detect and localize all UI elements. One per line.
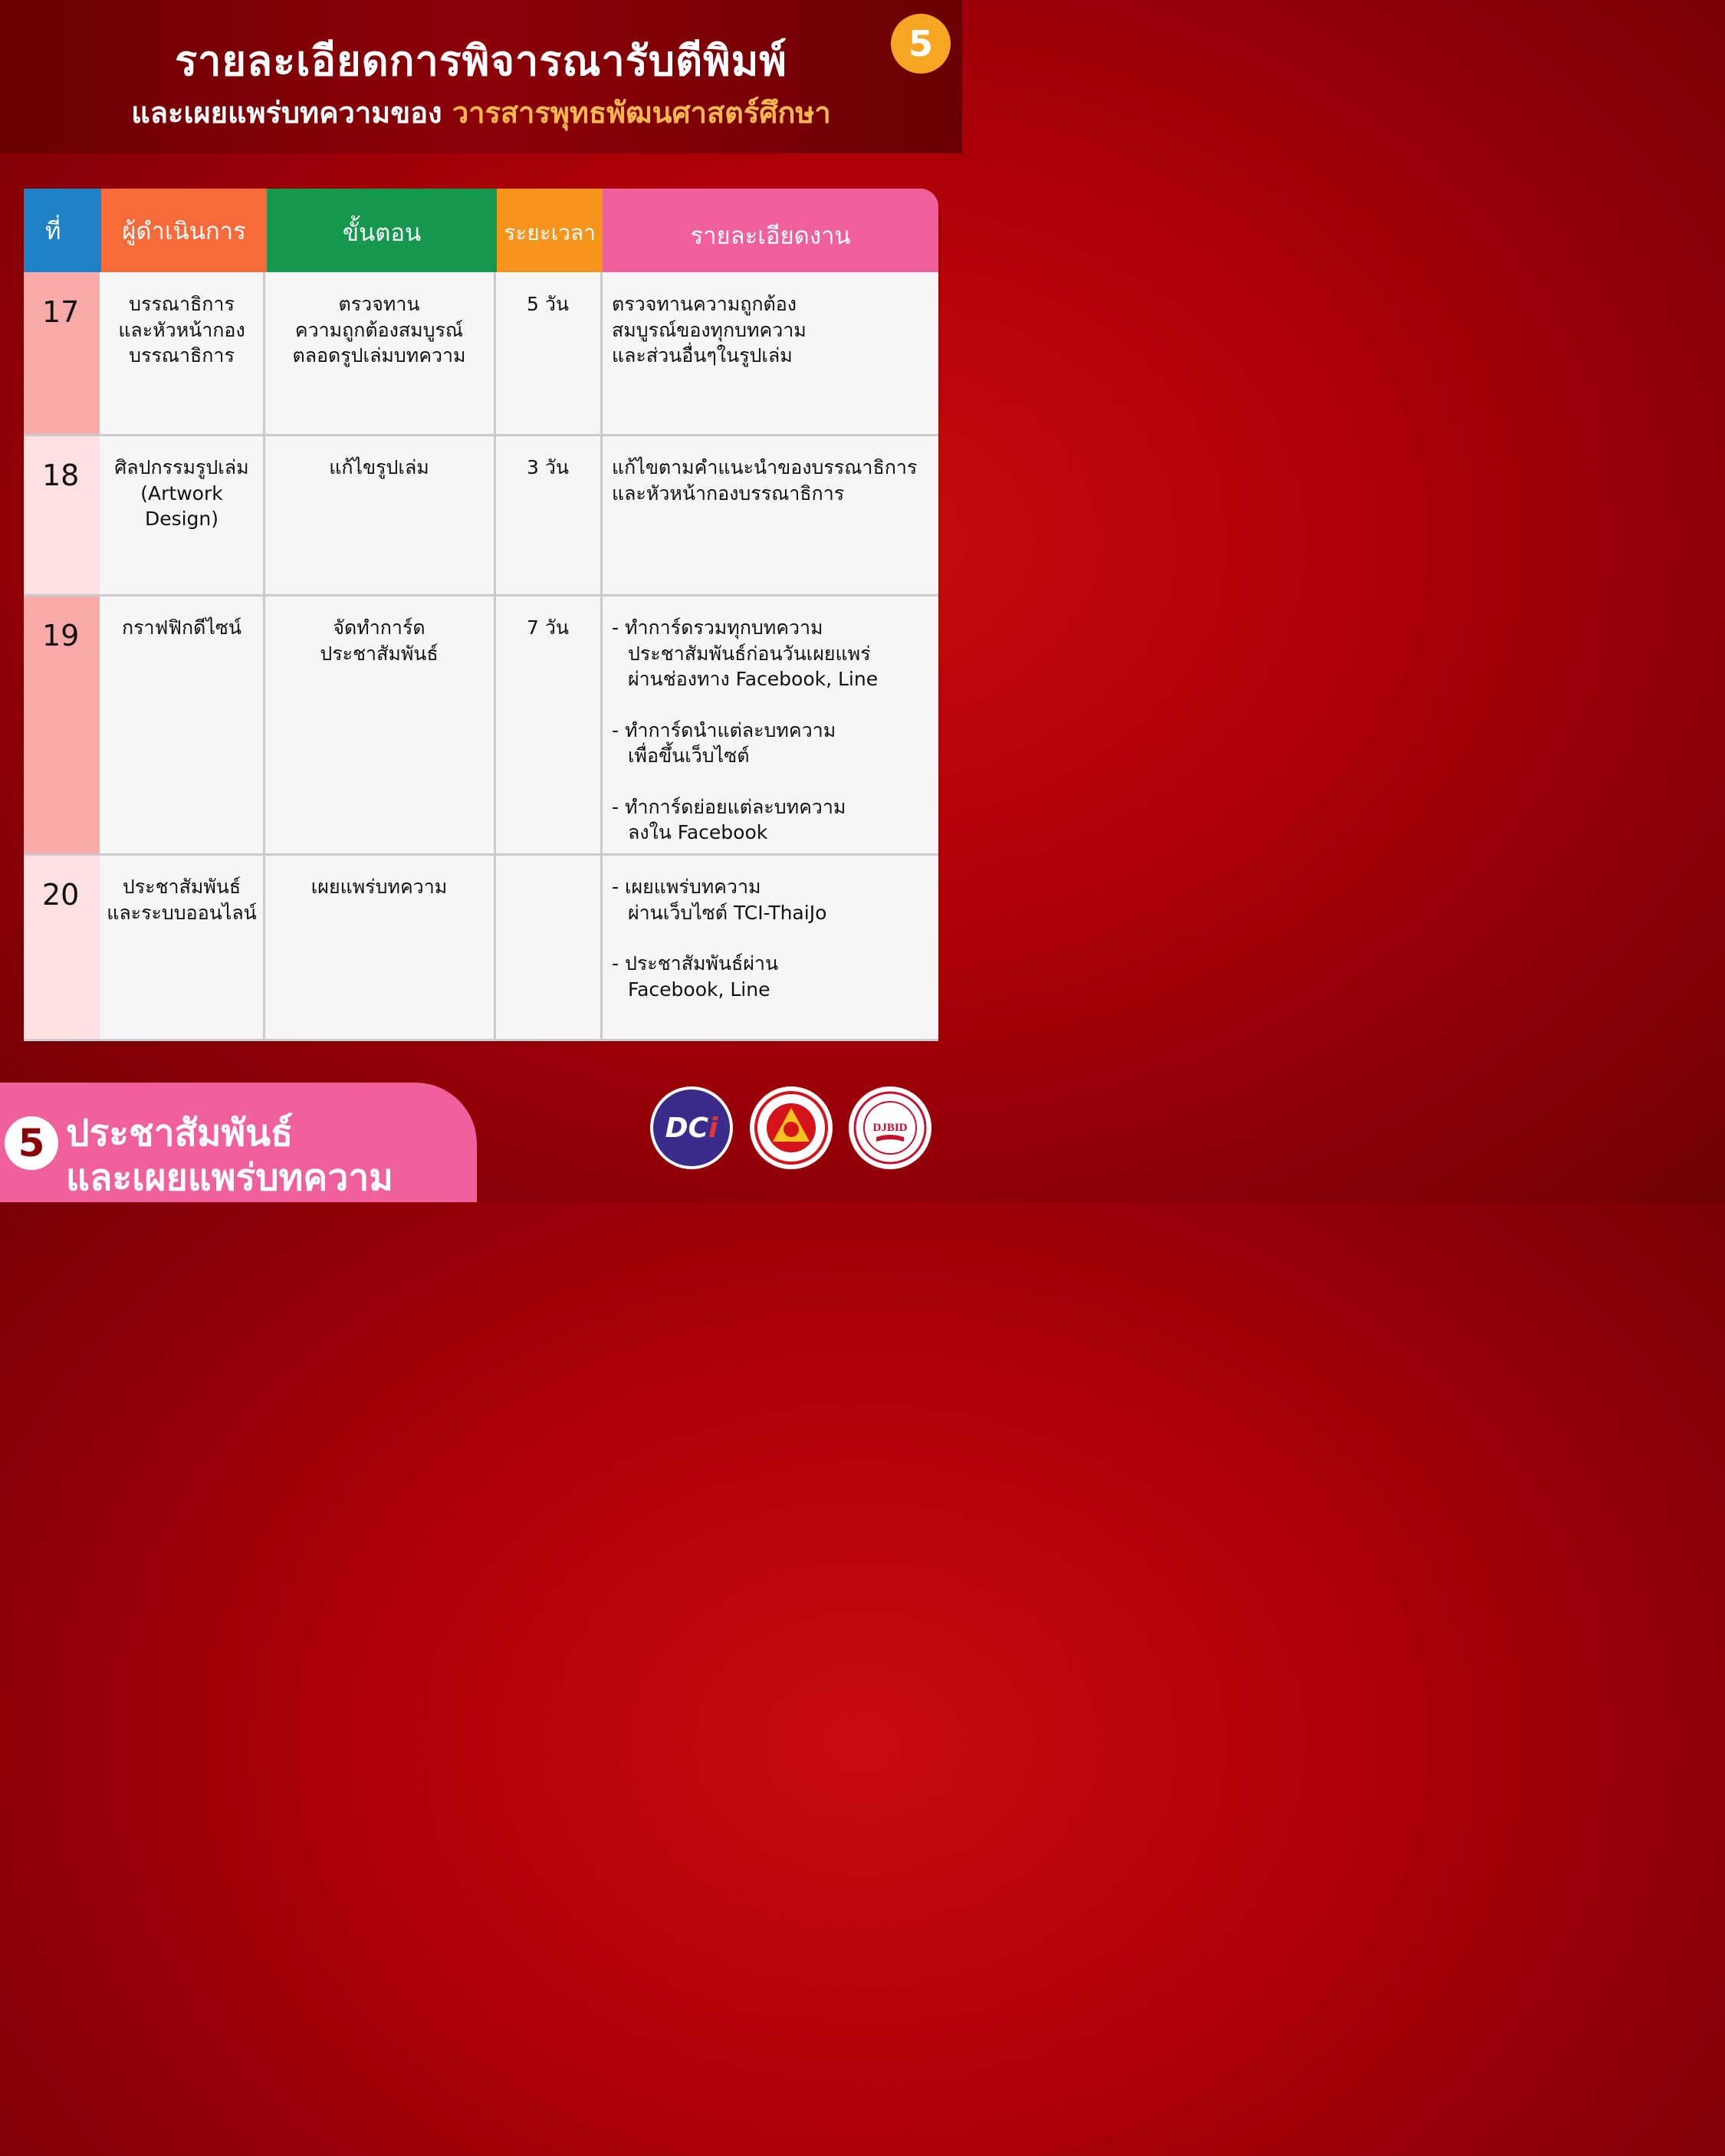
row-operator [100,291,264,369]
step-line: ความถูกต้องสมบูรณ์ [294,318,464,341]
row-step [264,874,495,900]
row-details [612,455,934,506]
step-line: ประชาสัมพันธ์ [320,642,439,665]
detail-line: และหัวหน้ากองบรรณาธิการ [612,481,845,504]
row-divider [24,434,938,436]
detail-line: ลงใน Facebook [628,821,768,843]
section-title-line2: และเผยแพร่บทความ [66,1156,393,1199]
row-number: 18 [24,435,100,596]
column-divider [600,272,603,1041]
detail-line: แก้ไขตามคำแนะนำของบรรณาธิการ [612,456,918,478]
column-divider [263,272,265,1041]
operator-line: (Artwork [140,481,223,504]
step-badge: 5 [891,14,951,74]
page-header [0,0,962,153]
operator-line: บรรณาธิการ [129,344,235,366]
detail-block [612,874,934,925]
detail-line: ตรวจทานความถูกต้อง [612,293,797,315]
header-step: ขั้นตอน [267,189,497,272]
dci-logo: DC i [650,1086,733,1169]
section-title-line1: ประชาสัมพันธ์ [66,1112,294,1155]
detail-block [612,615,934,692]
row-operator [100,615,264,641]
operator-line: บรรณาธิการ [129,293,235,315]
header-no: ที่ [24,189,101,272]
svg-text:DJBID: DJBID [872,1122,908,1134]
detail-line: สมบูรณ์ของทุกบทความ [612,318,807,341]
row-duration: 3 วัน [527,456,569,478]
row-operator [100,874,264,925]
detail-line: ผ่านเว็บไซต์ TCI-ThaiJo [628,901,827,924]
header-details: รายละเอียดงาน [603,189,938,272]
row-operator [100,455,264,532]
table-row [24,596,938,855]
section-number: 5 [5,1116,58,1170]
detail-block [612,291,934,369]
table-row [24,855,938,1041]
foundation-emblem-icon [754,1091,828,1165]
column-divider [494,272,496,1041]
row-step [264,291,495,369]
row-number: 20 [24,855,100,1041]
detail-line: และส่วนอื่นๆในรูปเล่ม [612,344,793,366]
row-number: 17 [24,272,100,435]
row-details [612,615,934,846]
detail-block [612,718,934,769]
djbid-emblem-icon [853,1091,927,1165]
step-line: ตลอดรูปเล่มบทความ [292,344,466,366]
detail-line: - ทำการ์ดนำแต่ละบทความ [612,718,836,741]
row-divider [24,853,938,856]
detail-line: ผ่านช่องทาง Facebook, Line [628,668,879,690]
detail-block [612,455,934,506]
header-operator: ผู้ดำเนินการ [101,189,267,272]
step-line: แก้ไขรูปเล่ม [329,456,429,478]
operator-line: และระบบออนไลน์ [107,901,257,924]
detail-line: ประชาสัมพันธ์ก่อนวันเผยแพร่ [628,642,871,665]
detail-line: - ประชาสัมพันธ์ผ่าน [612,952,779,974]
detail-line: - ทำการ์ดรวมทุกบทความ [612,616,823,639]
operator-line: ประชาสัมพันธ์ [122,876,242,898]
row-divider [24,594,938,597]
row-step [264,615,495,666]
row-duration: 5 วัน [527,293,569,315]
detail-line: เพื่อขึ้นเว็บไซต์ [628,744,750,767]
row-step [264,455,495,481]
page-subtitle [0,89,962,136]
row-duration: 7 วัน [527,616,569,639]
row-details [612,291,934,369]
detail-line: Facebook, Line [628,978,770,1001]
dhammachai-institute-foundation-logo [750,1086,833,1169]
operator-line: ศิลปกรรมรูปเล่ม [114,456,249,478]
step-line: จัดทำการ์ด [333,616,426,639]
djbid-logo [849,1086,932,1169]
detail-line: - ทำการ์ดย่อยแต่ละบทความ [612,795,846,818]
operator-line: Design) [144,508,219,530]
row-details [612,874,934,1002]
table-row [24,435,938,596]
operator-line: และหัวหน้ากอง [118,318,245,341]
operator-line: กราฟฟิกดีไซน์ [121,616,242,639]
subtitle-prefix: และเผยแพร่บทความของ [131,96,442,130]
table-row [24,272,938,435]
step-line: ตรวจทาน [338,293,420,315]
detail-block [612,951,934,1002]
header-duration: ระยะเวลา [497,189,603,272]
detail-block [612,794,934,846]
process-table [24,189,938,1041]
journal-name: วารสารพุทธพัฒนศาสตร์ศึกษา [452,96,831,130]
row-number: 19 [24,596,100,855]
table-bottom-border [24,1039,938,1041]
step-line: เผยแพร่บทความ [310,876,448,898]
page-title: รายละเอียดการพิจารณารับตีพิมพ์ [175,37,787,85]
detail-line: - เผยแพร่บทความ [612,876,761,898]
